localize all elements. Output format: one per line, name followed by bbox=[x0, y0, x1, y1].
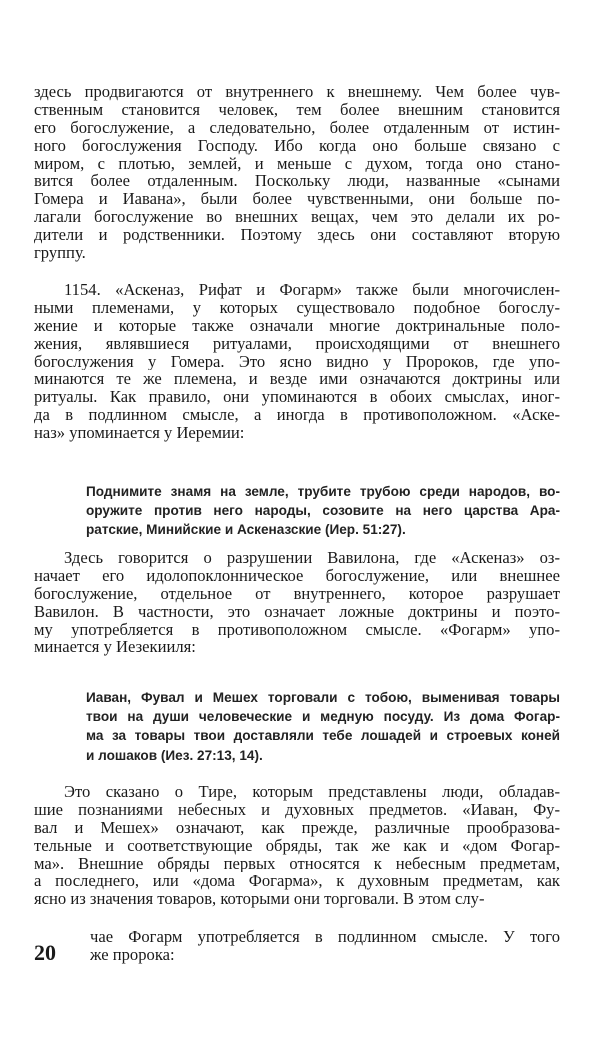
text-line: да в подлинном смысле, а иногда в противоположном. «Аске- bbox=[34, 406, 560, 425]
text-line: жение и которые также означали многие доктринальные поло- bbox=[34, 316, 560, 335]
text-line: Вавилон. В частности, это означает ложные доктрины и поэто- bbox=[34, 602, 560, 621]
page-number: 20 bbox=[34, 940, 56, 965]
text-line: и лошаков (Иез. 27:13, 14). bbox=[86, 747, 263, 763]
text-line: здесь продвигаются от внутреннего к внешнему. Чем более чув- bbox=[34, 83, 560, 101]
text-line: группу. bbox=[34, 244, 86, 262]
text-line: его богослужение, а следовательно, более отдаленным от истин- bbox=[34, 118, 560, 137]
block-quote bbox=[86, 482, 560, 540]
text-line: ма за товары твои доставляли тебе лошадей и строевых коней bbox=[86, 728, 560, 744]
text-line: тельные и соответствующие обряды, так же как и «дом Фогар- bbox=[34, 836, 560, 855]
text-line: вится более отдаленным. Поскольку люди, названные «сынами bbox=[34, 172, 560, 191]
text-line: дители и родственники. Поэтому здесь они составляют вторую bbox=[34, 226, 560, 245]
block-quote bbox=[86, 688, 560, 765]
text-line: наз» упоминается у Иеремии: bbox=[34, 424, 245, 443]
text-line: оружите против него народы, созовите на него царства Ара- bbox=[86, 503, 560, 519]
text-line: богослужение, отдельное от внутреннего, которое разрушает bbox=[34, 584, 560, 603]
text-line: Это сказано о Тире, которым представлены люди, обладав- bbox=[64, 783, 560, 801]
text-line: лагали богослужение во внешних вещах, чем это делали их ро- bbox=[34, 208, 560, 227]
text-line: минаются те же племена, и везде ими означаются доктрины или bbox=[34, 370, 560, 389]
text-line: чае Фогарм употребляется в подлинном смысле. У того bbox=[90, 928, 560, 946]
text-line: твои на души человеческие и медную посуду. Из дома Фогар- bbox=[86, 709, 560, 725]
text-line: ратские, Минийские и Аскеназские (Иер. 51:27). bbox=[86, 522, 406, 538]
text-line: ственным становится человек, тем более внешним становится bbox=[34, 100, 560, 119]
text-line: богослужения у Гомера. Это ясно видно у Пророков, где упо- bbox=[34, 352, 560, 371]
text-line: Гомера и Иавана», были более чувственными, они больше по- bbox=[34, 190, 560, 209]
text-line: Здесь говорится о разрушении Вавилона, где «Аскеназ» оз- bbox=[64, 549, 560, 567]
text-line: ными племенами, у которых существовало подобное богослу- bbox=[34, 298, 560, 317]
text-line: ясно из значения товаров, которыми они торговали. В этом слу- bbox=[34, 890, 485, 909]
text-line: 1154. «Аскеназ, Рифат и Фогарм» также были многочислен- bbox=[64, 281, 560, 299]
text-line: жения, являвшиеся ритуалами, происходящими от внешнего bbox=[34, 334, 560, 353]
paragraph bbox=[34, 549, 560, 656]
text-line: вал и Мешех» означают, как прежде, различные прообразова- bbox=[34, 818, 560, 837]
paragraph bbox=[34, 783, 560, 908]
text-line: шие познаниями небесных и духовных предметов. «Иаван, Фу- bbox=[34, 800, 560, 819]
text-line: Иаван, Фувал и Мешех торговали с тобою, выменивая товары bbox=[86, 690, 560, 705]
text-line: ного богослужения Господу. Ибо когда оно больше связано с bbox=[34, 136, 560, 155]
text-line: ритуалы. Как правило, они упоминаются в обоих смыслах, иног- bbox=[34, 388, 560, 407]
text-line: миром, с плотью, землей, и меньше с духом, тогда оно стано- bbox=[34, 154, 560, 173]
text-line: ма». Внешние обряды первых относятся к небесным предметам, bbox=[34, 854, 560, 873]
text-line: му употребляется в противоположном смысле. «Фогарм» упо- bbox=[34, 620, 560, 639]
text-line: начает его идолопоклонническое богослужение, или внешнее bbox=[34, 566, 560, 585]
paragraph bbox=[34, 83, 560, 262]
paragraph bbox=[34, 281, 560, 442]
text-line: а последнего, или «дома Фогарма», к духовным предметам, как bbox=[34, 872, 560, 891]
text-line: минается у Иезекииля: bbox=[34, 638, 196, 657]
paragraph bbox=[90, 928, 560, 964]
text-line: Поднимите знамя на земле, трубите трубою среди народов, во- bbox=[86, 484, 560, 499]
text-line: же пророка: bbox=[90, 945, 175, 964]
